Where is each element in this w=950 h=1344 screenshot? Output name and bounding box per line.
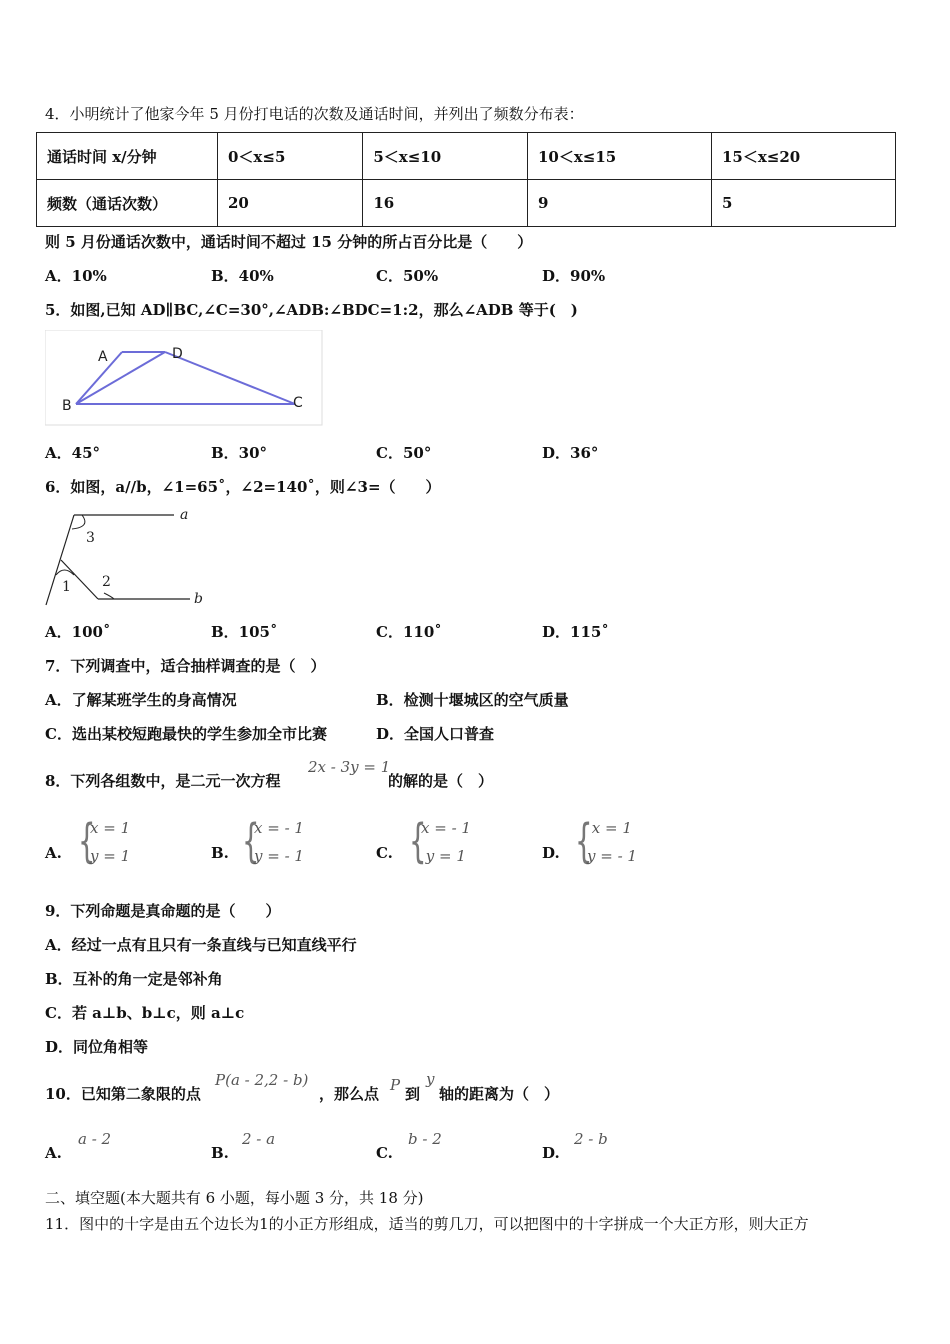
q9-option-a: A．经过一点有且只有一条直线与已知直线平行	[45, 936, 357, 954]
section-title: 二、填空题(本大题共有 6 小题，每小题 3 分，共 18 分)	[45, 1189, 424, 1207]
q4-option-b: B．40%	[211, 267, 274, 285]
table-cell: 0＜x≤5	[218, 133, 363, 180]
q10-stem-pre: 10．已知第二象限的点	[45, 1085, 201, 1103]
parallel-lines-figure	[44, 505, 214, 607]
q10-point: P(a - 2,2 - b)	[215, 1071, 309, 1089]
q10-y: y	[426, 1070, 435, 1088]
q6-option-b: B．105˚	[211, 623, 278, 641]
q4-option-a: A．10%	[45, 267, 107, 285]
q9-stem: 9．下列命题是真命题的是（ ）	[45, 902, 281, 920]
table-cell: 15＜x≤20	[711, 133, 895, 180]
q6-stem: 6．如图，a//b，∠1=65˚，∠2=140˚，则∠3=（ ）	[45, 478, 441, 496]
q10-expr-a: a - 2	[78, 1130, 112, 1148]
q10-stem-mid: ，那么点	[319, 1085, 380, 1103]
q10-expr-b: 2 - a	[242, 1130, 276, 1148]
trapezoid-figure	[45, 330, 323, 426]
q10-expr-d: 2 - b	[574, 1130, 608, 1148]
q10-p: P	[390, 1076, 401, 1094]
q8-system-d: { x = 1 y = - 1	[575, 814, 637, 868]
table-cell: 5＜x≤10	[363, 133, 528, 180]
q5-option-c: C．50°	[376, 444, 432, 462]
label-3: 3	[86, 530, 95, 546]
table-row	[37, 133, 896, 180]
q8-system-a: { x = 1 y = 1	[78, 814, 131, 868]
q4-question: 则 5 月份通话次数中，通话时间不超过 15 分钟的所占百分比是（ ）	[45, 233, 533, 251]
table-cell: 通话时间 x/分钟	[37, 133, 218, 180]
q7-option-d: D．全国人口普查	[376, 725, 495, 743]
q5-stem: 5．如图,已知 AD∥BC,∠C=30°,∠ADB:∠BDC=1:2，那么∠ADB 等于( )	[45, 301, 578, 319]
q7-stem: 7．下列调查中，适合抽样调查的是（ ）	[45, 657, 326, 675]
q8-label-c: C.	[376, 844, 393, 862]
q5-option-d: D．36°	[542, 444, 599, 462]
q8-stem-post: 的解的是（ ）	[388, 772, 494, 790]
label-b: b	[194, 591, 203, 607]
q9-option-c: C．若 a⊥b、b⊥c，则 a⊥c	[45, 1004, 245, 1022]
table-cell: 5	[711, 180, 895, 227]
q5-option-b: B．30°	[211, 444, 268, 462]
q8-stem-pre: 8．下列各组数中，是二元一次方程	[45, 772, 281, 790]
q10-label-d: D.	[542, 1144, 560, 1162]
q8-label-b: B.	[211, 844, 229, 862]
q4-option-d: D．90%	[542, 267, 606, 285]
q10-stem-post: 轴的距离为（ ）	[439, 1085, 560, 1103]
q6-option-a: A．100˚	[45, 623, 111, 641]
q7-option-a: A．了解某班学生的身高情况	[45, 691, 237, 709]
q9-option-d: D．同位角相等	[45, 1038, 149, 1056]
q10-label-b: B.	[211, 1144, 229, 1162]
q10-label-c: C.	[376, 1144, 393, 1162]
q7-option-c: C．选出某校短跑最快的学生参加全市比赛	[45, 725, 327, 743]
table-row	[37, 180, 896, 227]
q8-label-d: D.	[542, 844, 560, 862]
q8-system-c: { x = - 1 y = 1	[409, 814, 471, 868]
q8-equation: 2x - 3y = 1	[308, 758, 391, 776]
q4-stem: 4．小明统计了他家今年 5 月份打电话的次数及通话时间，并列出了频数分布表：	[45, 105, 584, 123]
q5-option-a: A．45°	[45, 444, 101, 462]
table-cell: 16	[363, 180, 528, 227]
q10-to: 到	[405, 1085, 421, 1103]
q9-option-b: B．互补的角一定是邻补角	[45, 970, 223, 988]
q6-option-c: C．110˚	[376, 623, 442, 641]
q8-label-a: A.	[45, 844, 62, 862]
q8-system-b: { x = - 1 y = - 1	[242, 814, 304, 868]
table-cell: 10＜x≤15	[527, 133, 711, 180]
label-b: B	[62, 398, 72, 414]
q6-option-d: D．115˚	[542, 623, 609, 641]
q7-option-b: B．检测十堰城区的空气质量	[376, 691, 569, 709]
q11-stem: 11．图中的十字是由五个边长为1的小正方形组成，适当的剪几刀，可以把图中的十字拼成一个大正方形，则大正方	[45, 1215, 809, 1233]
frequency-table	[36, 132, 896, 227]
q10-label-a: A.	[45, 1144, 62, 1162]
table-cell: 20	[218, 180, 363, 227]
table-cell: 9	[527, 180, 711, 227]
q4-option-c: C．50%	[376, 267, 439, 285]
label-2: 2	[102, 574, 111, 590]
q10-expr-c: b - 2	[408, 1130, 442, 1148]
label-a: A	[98, 349, 108, 365]
label-a: a	[180, 507, 189, 523]
table-cell: 频数（通话次数）	[37, 180, 218, 227]
label-1: 1	[62, 579, 71, 595]
label-c: C	[293, 395, 303, 411]
label-d: D	[172, 346, 183, 362]
